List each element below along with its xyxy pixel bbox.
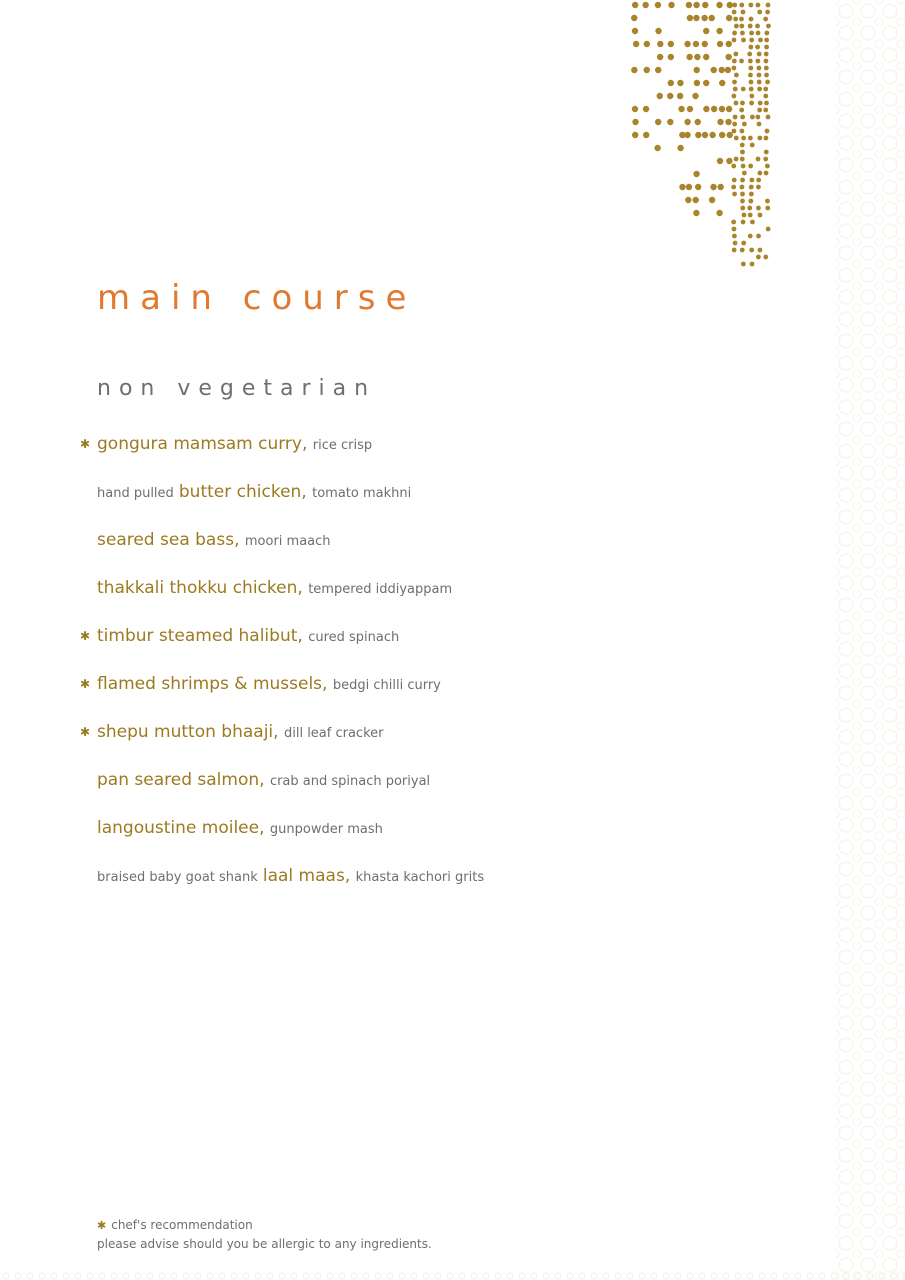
gold-dot [693,197,699,203]
gold-dot [757,122,762,127]
gold-dot [748,73,753,78]
gold-dot [731,220,736,225]
gold-dot [749,38,754,43]
gold-dot [693,41,699,47]
gold-dot [741,220,746,225]
dish-separator: , [322,674,333,694]
menu-item [80,430,797,478]
dish-prefix: hand pulled [97,486,174,501]
gold-dot [765,164,770,169]
gold-dot [748,24,753,29]
gold-dot [668,54,674,60]
gold-dot [701,15,707,21]
gold-dot [633,41,639,47]
dish-name: flamed shrimps & mussels [97,674,323,694]
gold-dot [732,31,737,36]
menu-item [97,862,797,910]
gold-dot [726,15,732,21]
gold-dot [749,192,754,197]
gold-dot [766,227,771,232]
gold-dot [709,132,715,138]
gold-dot [748,45,753,50]
dish-name: seared sea bass [97,530,235,550]
dish-separator: , [273,722,284,742]
gold-dot [758,248,763,253]
gold-dot [763,94,768,99]
gold-dot [726,41,732,47]
gold-dot [657,93,663,99]
gold-dot [643,132,649,138]
star-icon: ✱ [80,677,91,691]
gold-dot [749,87,754,92]
gold-dot [702,132,708,138]
gold-dot [740,143,745,148]
gold-dot [734,101,739,106]
gold-dot [741,241,746,246]
dish-accompaniment: khasta kachori grits [355,870,485,885]
gold-dot [749,94,754,99]
gold-dot [695,132,701,138]
dish-accompaniment: moori maach [244,534,331,549]
gold-dot [742,171,747,176]
legend-text: chef's recommendation [111,1218,253,1232]
gold-dot [741,10,746,15]
gold-dot [765,10,770,15]
gold-dot [757,52,762,57]
gold-dot [757,87,762,92]
dish-accompaniment: cured spinach [308,630,400,645]
gold-dot [758,101,763,106]
dish-separator: , [301,434,313,454]
gold-dot [727,2,733,8]
gold-dot [679,184,685,190]
dish-accompaniment: gunpowder mash [269,822,383,837]
gold-dot [732,3,737,8]
gold-dot [740,129,745,134]
star-icon: ✱ [97,1219,107,1232]
gold-dot [765,31,770,36]
menu-item [80,622,797,670]
gold-dot [757,136,762,141]
dish-accompaniment: bedgi chilli curry [332,678,441,693]
dish-separator: , [259,770,270,790]
gold-dot [740,248,745,253]
gold-dot [632,132,638,138]
gold-dot [740,192,745,197]
gold-dot [739,108,744,113]
gold-dot [740,157,745,162]
gold-dot [758,213,763,218]
gold-dot [711,67,717,73]
gold-dot [764,101,769,106]
dish-name: butter chicken [178,482,302,502]
gold-dot [655,28,661,34]
gold-dot [763,157,768,162]
gold-dot [757,80,762,85]
dish-name: shepu mutton bhaaji [97,722,274,742]
dish-separator: , [297,578,309,598]
gold-dot [747,52,752,57]
gold-dot [725,119,731,125]
gold-dot [756,206,761,211]
gold-dot [693,2,699,8]
allergy-note: please advise should you be allergic to any ingredients. [97,1237,432,1251]
gold-dot [642,2,648,8]
menu-item [97,814,797,862]
side-ornament-pattern [835,0,905,1280]
gold-dot [686,54,692,60]
gold-dot [764,136,769,141]
dish-separator: , [297,626,309,646]
gold-dot [684,119,690,125]
gold-dot [749,80,754,85]
dish-separator: , [259,818,270,838]
section-heading: non vegetarian [97,376,377,401]
gold-dot [756,178,761,183]
gold-dot [732,59,737,64]
gold-dot [726,106,732,112]
gold-dot [764,52,769,57]
gold-dot [739,3,744,8]
gold-dot [740,101,745,106]
gold-dot [731,94,736,99]
gold-dot [657,54,663,60]
gold-dot [748,59,753,64]
gold-dot [757,171,762,176]
gold-dot [764,150,769,155]
gold-dot [734,136,739,141]
gold-dot [764,59,769,64]
gold-dot [725,67,731,73]
gold-dot [740,150,745,155]
gold-dot [654,145,660,151]
gold-dot [695,184,701,190]
dish-name: thakkali thokku chicken [97,578,298,598]
menu-item [80,670,797,718]
gold-dot [750,115,755,120]
footer-legend [97,1216,432,1235]
gold-dot [755,45,760,50]
gold-dot [694,80,700,86]
gold-dot [717,119,723,125]
gold-dot [734,24,739,29]
gold-dot [668,41,674,47]
gold-dot [741,87,746,92]
dish-separator: , [234,530,245,550]
star-icon: ✱ [80,437,91,451]
gold-dot [726,158,732,164]
gold-dot [765,80,770,85]
gold-dot [732,10,737,15]
gold-dot [731,185,736,190]
gold-dot [756,185,761,190]
gold-dot [711,106,717,112]
gold-dot [755,59,760,64]
gold-dot [750,143,755,148]
gold-dot [694,54,700,60]
gold-dot [757,66,762,71]
gold-dot [693,15,699,21]
menu-item [80,718,797,766]
gold-dot [763,255,768,260]
dish-name: timbur steamed halibut [97,626,298,646]
gold-dot [732,129,737,134]
gold-dot [763,87,768,92]
gold-dot [734,157,739,162]
gold-dot [687,15,693,21]
gold-dot [703,106,709,112]
gold-dot [749,101,754,106]
gold-dot [748,3,753,8]
gold-dot [667,93,673,99]
gold-dot [756,255,761,260]
gold-dot [749,185,754,190]
gold-dot [764,66,769,71]
gold-dot [750,220,755,225]
gold-dot [757,108,762,113]
gold-dot [732,80,737,85]
menu-item [97,478,797,526]
gold-dot [766,3,771,8]
gold-dot [686,184,692,190]
gold-dot [742,213,747,218]
gold-dot [740,178,745,183]
gold-dot [765,199,770,204]
dish-separator: , [344,866,356,886]
gold-dot [677,93,683,99]
gold-dot [632,28,638,34]
gold-dot [733,17,738,22]
gold-dot [732,122,737,127]
gold-dot [758,38,763,43]
gold-dot [765,206,770,211]
gold-dot [644,67,650,73]
gold-dot [733,87,738,92]
gold-dot [695,119,701,125]
gold-dot [732,178,737,183]
gold-dot [685,197,691,203]
star-icon: ✱ [80,629,91,643]
gold-dot [667,119,673,125]
gold-dot [732,192,737,197]
gold-dot [702,41,708,47]
gold-dot [631,15,637,21]
gold-dot [731,164,736,169]
gold-dot [655,2,661,8]
dish-separator: , [301,482,313,502]
dish-name: gongura mamsam curry [97,434,302,454]
gold-dot [693,210,699,216]
gold-dot [749,17,754,22]
gold-dot [733,52,738,57]
gold-dot [703,80,709,86]
gold-dot [668,80,674,86]
gold-dot [742,122,747,127]
menu-item [97,574,797,622]
gold-dot [716,210,722,216]
star-icon: ✱ [80,725,91,739]
gold-dot [632,2,638,8]
gold-dot [739,17,744,22]
gold-dot [764,171,769,176]
gold-dot [655,119,661,125]
gold-dot [764,38,769,43]
gold-dot [740,206,745,211]
gold-dot [755,24,760,29]
gold-dot [631,67,637,73]
gold-dot [748,66,753,71]
gold-dot [732,234,737,239]
gold-dot [643,106,649,112]
gold-dot [734,73,739,78]
gold-dot [748,234,753,239]
gold-dot [717,158,723,164]
dish-name: pan seared salmon [97,770,260,790]
gold-dot [731,66,736,71]
gold-dot [644,41,650,47]
gold-dot [750,262,755,267]
gold-dot [717,41,723,47]
menu-list [80,430,797,910]
gold-dot [655,67,661,73]
gold-dot [749,31,754,36]
gold-dot [757,73,762,78]
gold-dot [740,115,745,120]
gold-dot [741,136,746,141]
gold-dot [719,67,725,73]
gold-dot [739,59,744,64]
gold-dot [684,132,690,138]
gold-dot [702,2,708,8]
gold-dot [693,171,699,177]
dish-accompaniment: tomato makhni [312,486,412,501]
gold-dot [748,136,753,141]
gold-dot [719,80,725,86]
gold-dot [733,241,738,246]
gold-dot [748,164,753,169]
gold-dot [686,2,692,8]
gold-dot [741,164,746,169]
gold-dot [741,262,746,267]
gold-dot [766,115,771,120]
gold-dot [718,184,724,190]
gold-dot [756,234,761,239]
gold-dot [710,184,716,190]
gold-dot [763,108,768,113]
gold-dot [703,54,709,60]
gold-dot [755,115,760,120]
gold-dot [716,28,722,34]
gold-dot [756,31,761,36]
dish-name: laal maas [262,866,345,886]
page-title: main course [97,278,417,318]
gold-dots-ornament [625,0,775,270]
gold-dot [687,106,693,112]
gold-dot [739,24,744,29]
gold-dot [719,132,725,138]
gold-dot [726,132,732,138]
gold-dot [740,31,745,36]
gold-dot [764,73,769,78]
gold-dot [732,38,737,43]
gold-dot [684,41,690,47]
footer [97,1216,432,1254]
gold-dot [733,115,738,120]
menu-item [97,526,797,574]
gold-dot [749,248,754,253]
gold-dot [749,178,754,183]
gold-dot [741,38,746,43]
gold-dot [709,197,715,203]
gold-dot [756,3,761,8]
gold-dot [765,129,770,134]
gold-dot [732,227,737,232]
gold-dot [678,106,684,112]
gold-dot [766,24,771,29]
gold-dot [725,54,731,60]
gold-dot [692,93,698,99]
gold-dot [703,28,709,34]
gold-dot [740,185,745,190]
gold-dot [716,2,722,8]
gold-dot [756,157,761,162]
gold-dot [719,106,725,112]
gold-dot [763,17,768,22]
gold-dot [757,10,762,15]
gold-dot [694,67,700,73]
dish-accompaniment: crab and spinach poriyal [269,774,431,789]
gold-dot [764,45,769,50]
gold-dot [748,213,753,218]
bottom-ornament-pattern [0,1272,905,1280]
gold-dot [632,119,638,125]
dish-prefix: braised baby goat shank [97,870,258,885]
gold-dot [740,199,745,204]
gold-dot [732,248,737,253]
gold-dot [709,15,715,21]
gold-dot [748,199,753,204]
dish-accompaniment: dill leaf cracker [283,726,384,741]
gold-dot [677,80,683,86]
gold-dot [677,145,683,151]
gold-dot [747,206,752,211]
dish-name: langoustine moilee [97,818,260,838]
menu-item [97,766,797,814]
gold-dot [632,106,638,112]
gold-dot [668,2,674,8]
gold-dot [657,41,663,47]
dish-accompaniment: tempered iddiyappam [308,582,453,597]
dish-accompaniment: rice crisp [312,438,373,453]
